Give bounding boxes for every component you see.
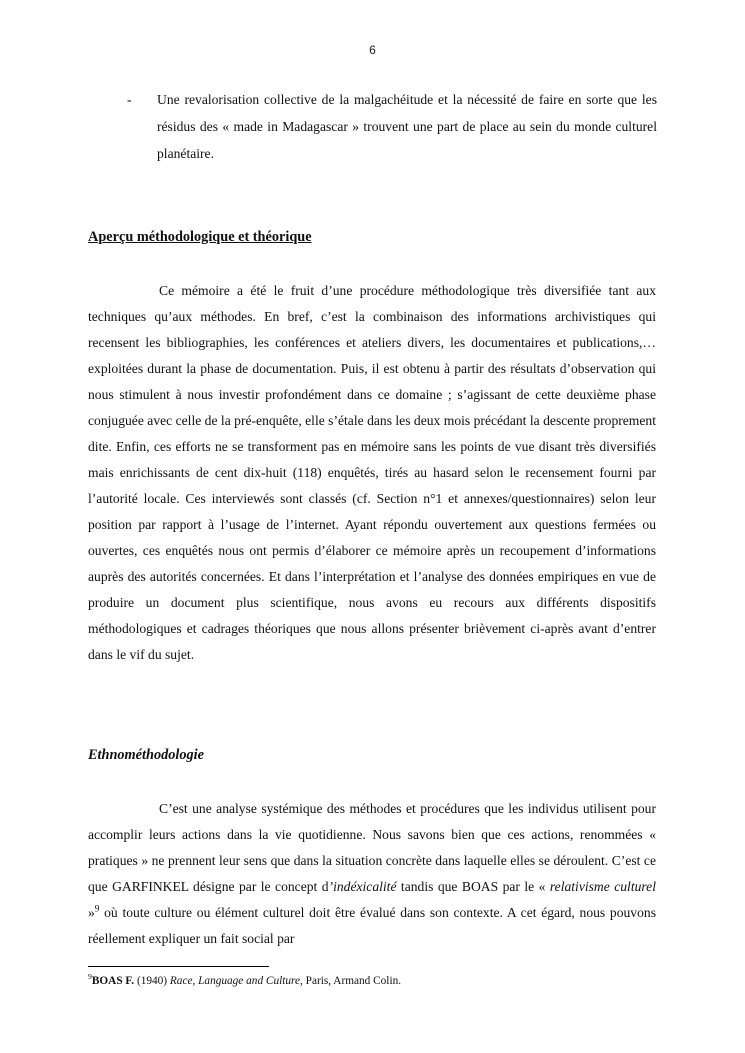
methodology-paragraph: Ce mémoire a été le fruit d’une procédure méthodologique très diversifiée tant aux techniques qu’aux méthodes. En bref, c’est la combinaison des informations archivistiques qui recensent les bibliographies, les conférences et ateliers divers, les documentaires et publications,… exploitées durant la phase de documentation. Puis, il est obtenu à partir des résultats d’observation qui nous stimulent à nous investir profondément dans ce domaine ; s’agissant de cette deuxième phase conjuguée avec celle de la pré-enquête, elle s’étale dans les deux mois précédant la descente proprement dite. Enfin, ces efforts ne se transforment pas en mémoire sans les points de vue disant très diversifiés mais enrichissants de cent dix-huit (118) enquêtés, tirés au hasard selon le recensement fourni par l’autorité locale. Ces interviewés sont classés (cf. Section n°1 et annexes/questionnaires) selon leur position par rapport à l’usage de l’internet. Ayant répondu ouvertement aux questions fermées ou ouvertes, ces enquêtés nous ont permis d’élaborer ce mémoire après un recoupement d’informations auprès des autorités concernées. Et dans l’interprétation et l’analyse des données empiriques en vue de produire un document plus scientifique, nous avons eu recours aux différents dispositifs méthodologiques et cadrages théoriques que nous allons présenter brièvement ci-après avant d’entrer dans le vif du sujet. [88, 283, 656, 662]
bullet-text: Une revalorisation collective de la malgachéitude et la nécessité de faire en sorte que les résidus des « made in Madagascar » trouvent une part de place au sein du monde culturel planétaire. [157, 92, 657, 161]
footnote-number: 9 [88, 972, 92, 982]
footnote-separator [88, 966, 269, 967]
footnote-year: (1940) [134, 975, 170, 987]
paragraph-text: C’est une analyse systémique des méthodes et procédures que les individus utilisent pour accomplir leurs actions dans la vie quotidienne. Nous savons bien que ces actions, renommées « pratiques » ne prennent leur sens que dans la situation concrète dans laquelle elles se déroulent. C’est ce que GARFINKEL désigne par le concept d [88, 801, 656, 894]
page-number: 6 [369, 43, 376, 57]
footnote [88, 973, 656, 989]
footnote-author: BOAS F. [91, 975, 135, 987]
bullet-marker: - [127, 92, 132, 107]
bullet-item [127, 86, 657, 167]
section-heading-ethnomethodology: Ethnométhodologie [88, 747, 204, 763]
paragraph-text: tandis que BOAS par le « [396, 879, 550, 894]
footnote-title: Race, Language and Culture [169, 975, 301, 987]
footnote-publisher: , Paris, Armand Colin. [300, 975, 402, 987]
paragraph-italic-term: ’indéxicalité [328, 879, 397, 894]
paragraph-italic-term: relativisme culturel [549, 879, 656, 894]
paragraph-text: » [88, 905, 95, 920]
footnote-reference[interactable]: 9 [94, 903, 100, 914]
paragraph-text: où toute culture ou élément culturel doit être évalué dans son contexte. A cet égard, nous pouvons réellement expliquer un fait social par [88, 905, 656, 946]
ethnomethodology-paragraph [88, 796, 656, 952]
section-heading-methodology: Aperçu méthodologique et théorique [88, 229, 312, 245]
